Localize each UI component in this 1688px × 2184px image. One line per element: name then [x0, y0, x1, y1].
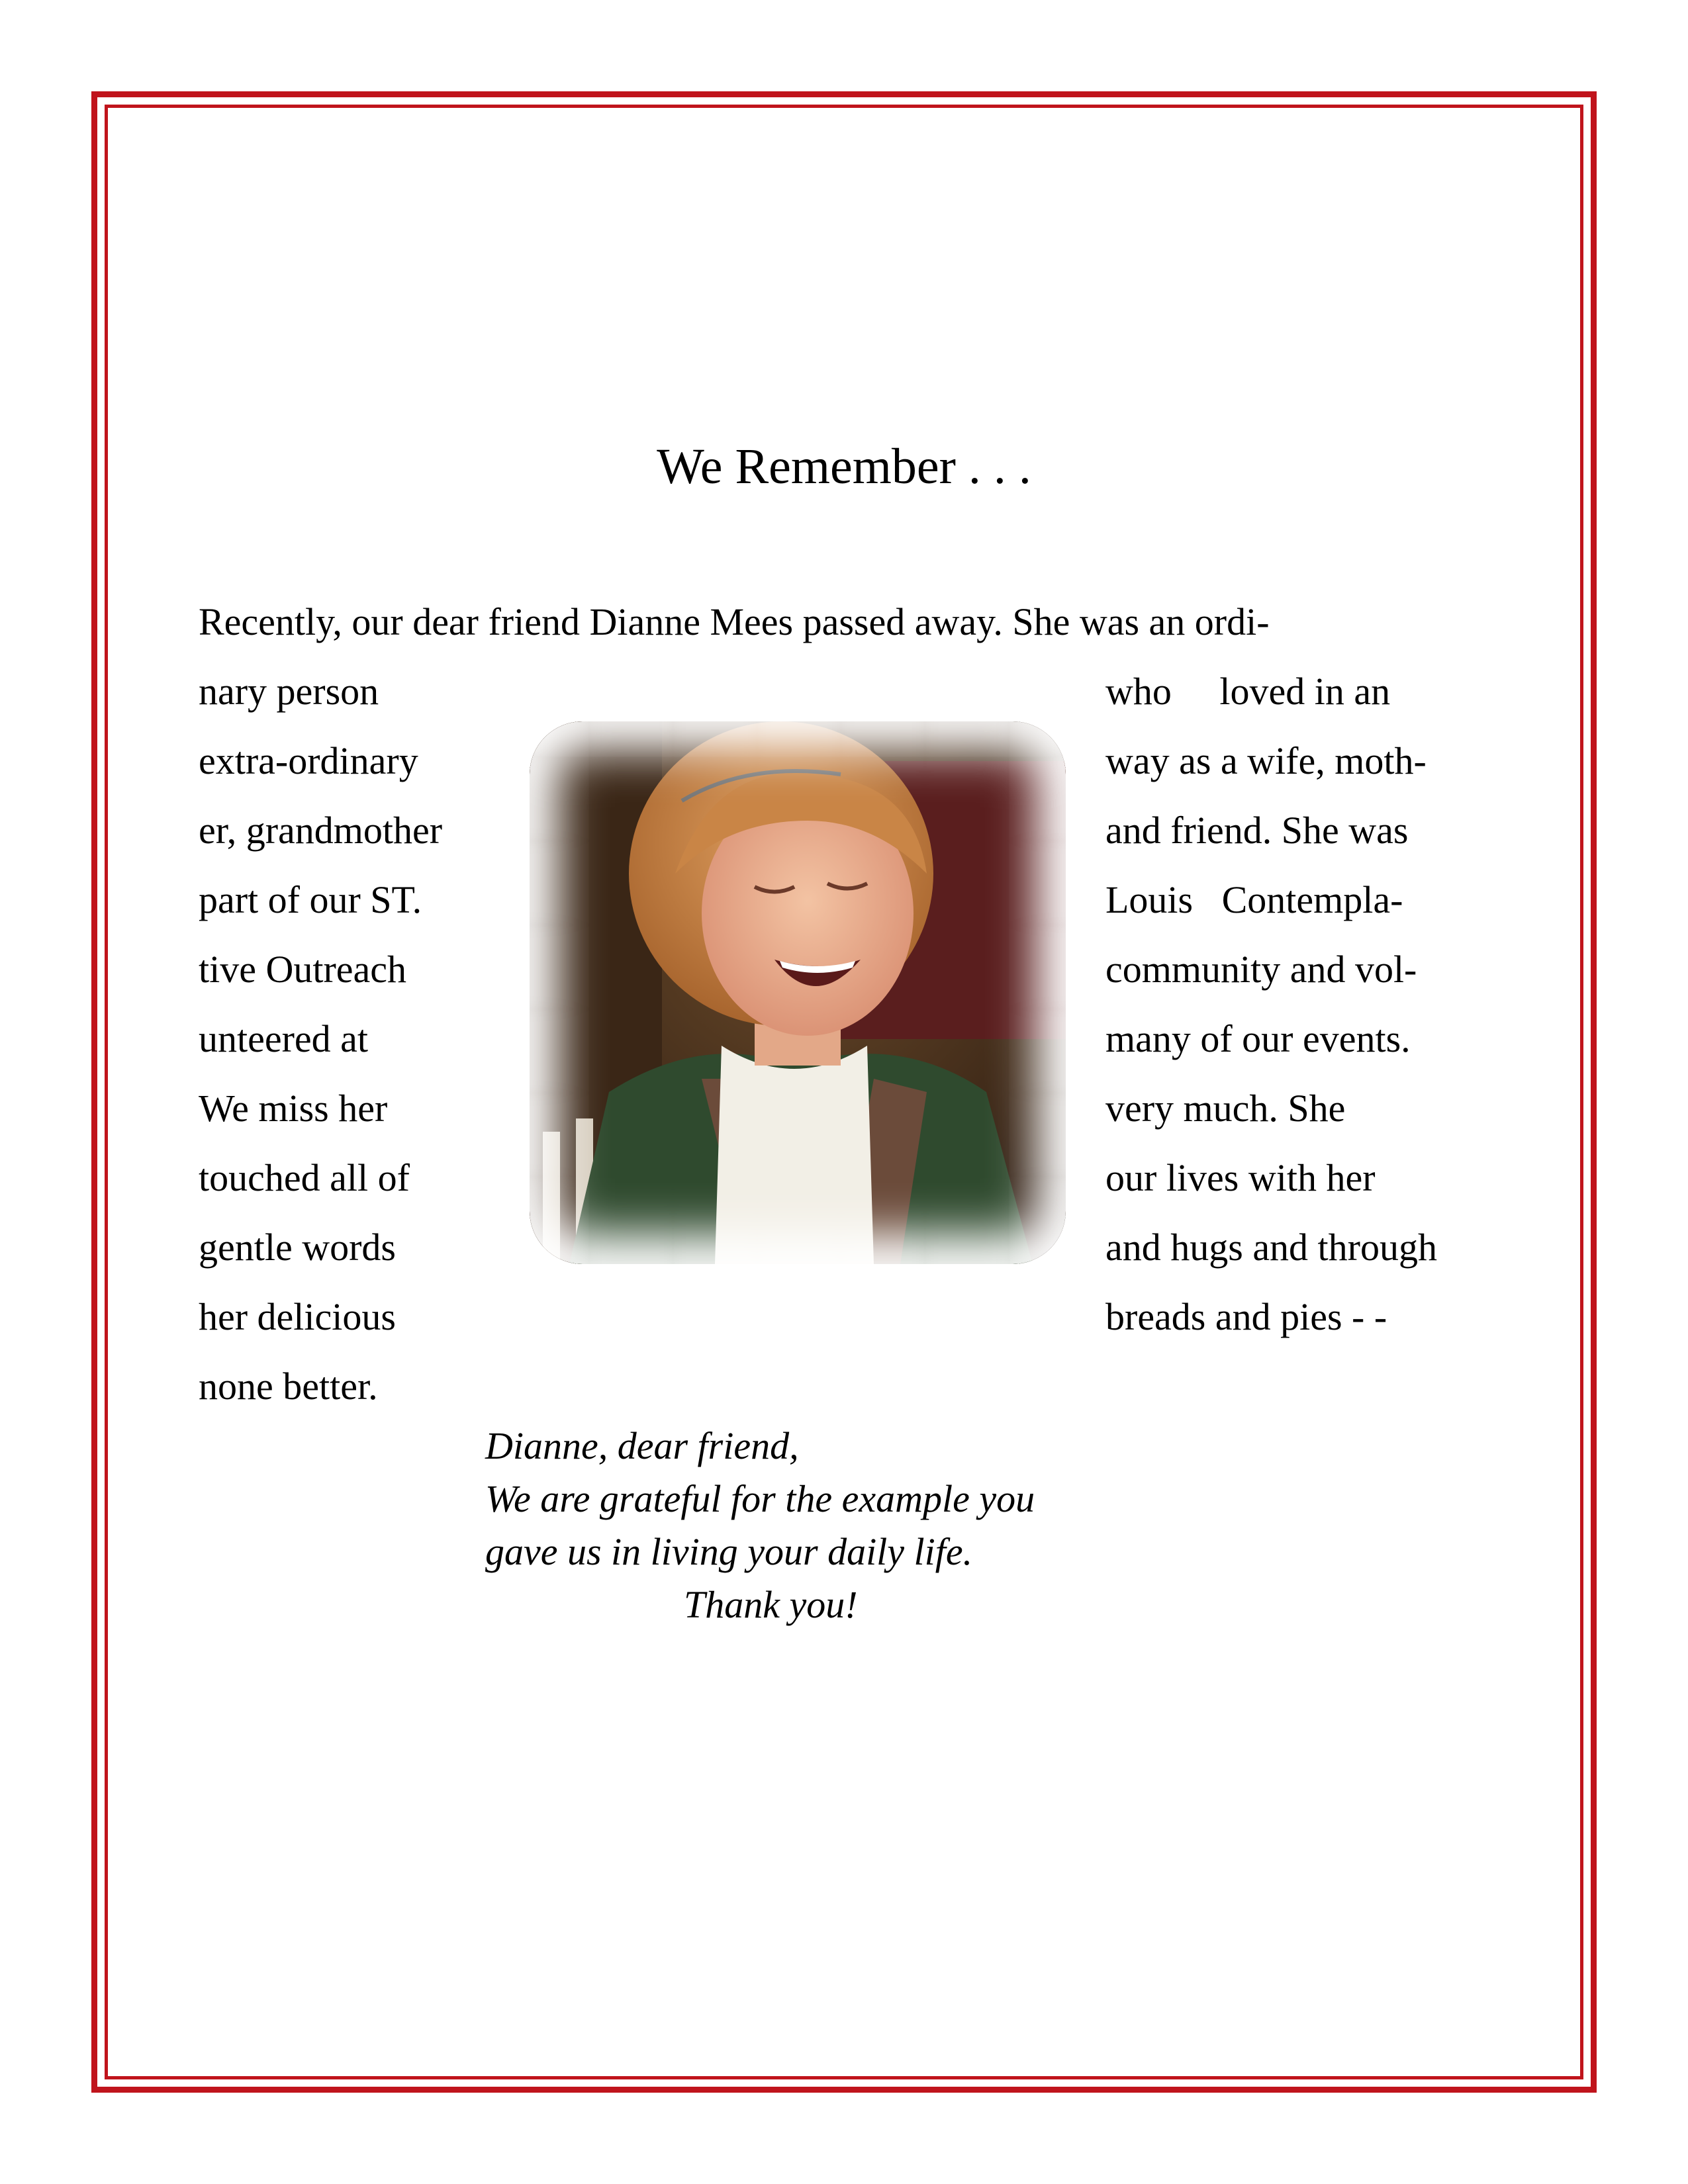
paragraph-left-line: We miss her: [199, 1087, 388, 1130]
paragraph-right-line: community and vol-: [1105, 948, 1417, 991]
paragraph-left-line: touched all of: [199, 1156, 410, 1199]
paragraph-right-line: our lives with her: [1105, 1156, 1376, 1199]
paragraph-right-line: Louis Contempla-: [1105, 878, 1403, 921]
verse-line: Thank you!: [684, 1583, 858, 1626]
verse-line: We are grateful for the example you: [485, 1477, 1035, 1520]
paragraph-right-line: way as a wife, moth-: [1105, 739, 1427, 782]
paragraph-right-line: and hugs and through: [1105, 1226, 1437, 1269]
paragraph-left-line: gentle words: [199, 1226, 396, 1269]
paragraph-left-line: unteered at: [199, 1017, 369, 1060]
paragraph-left-line: tive Outreach: [199, 948, 407, 991]
paragraph-right-line: who loved in an: [1105, 670, 1391, 713]
paragraph-left-line: extra-ordinary: [199, 739, 418, 782]
paragraph-left-line: er, grandmother: [199, 809, 443, 852]
paragraph-right-line: and friend. She was: [1105, 809, 1409, 852]
verse-line: gave us in living your daily life.: [485, 1530, 973, 1573]
paragraph-left-line: her delicious: [199, 1295, 396, 1338]
paragraph-right-line: breads and pies - -: [1105, 1295, 1387, 1338]
paragraph-closing-line: none better.: [199, 1365, 378, 1408]
paragraph-intro-line: Recently, our dear friend Dianne Mees passed away. She was an ordi-: [199, 600, 1270, 643]
paragraph-left-line: part of our ST.: [199, 878, 422, 921]
portrait-photo: [530, 721, 1066, 1264]
portrait-photo-vignette: [530, 721, 1066, 1264]
page-title: We Remember . . .: [657, 439, 1031, 494]
verse-line: Dianne, dear friend,: [485, 1424, 799, 1467]
paragraph-left-line: nary person: [199, 670, 379, 713]
paragraph-right-line: very much. She: [1105, 1087, 1346, 1130]
paragraph-right-line: many of our events.: [1105, 1017, 1411, 1060]
